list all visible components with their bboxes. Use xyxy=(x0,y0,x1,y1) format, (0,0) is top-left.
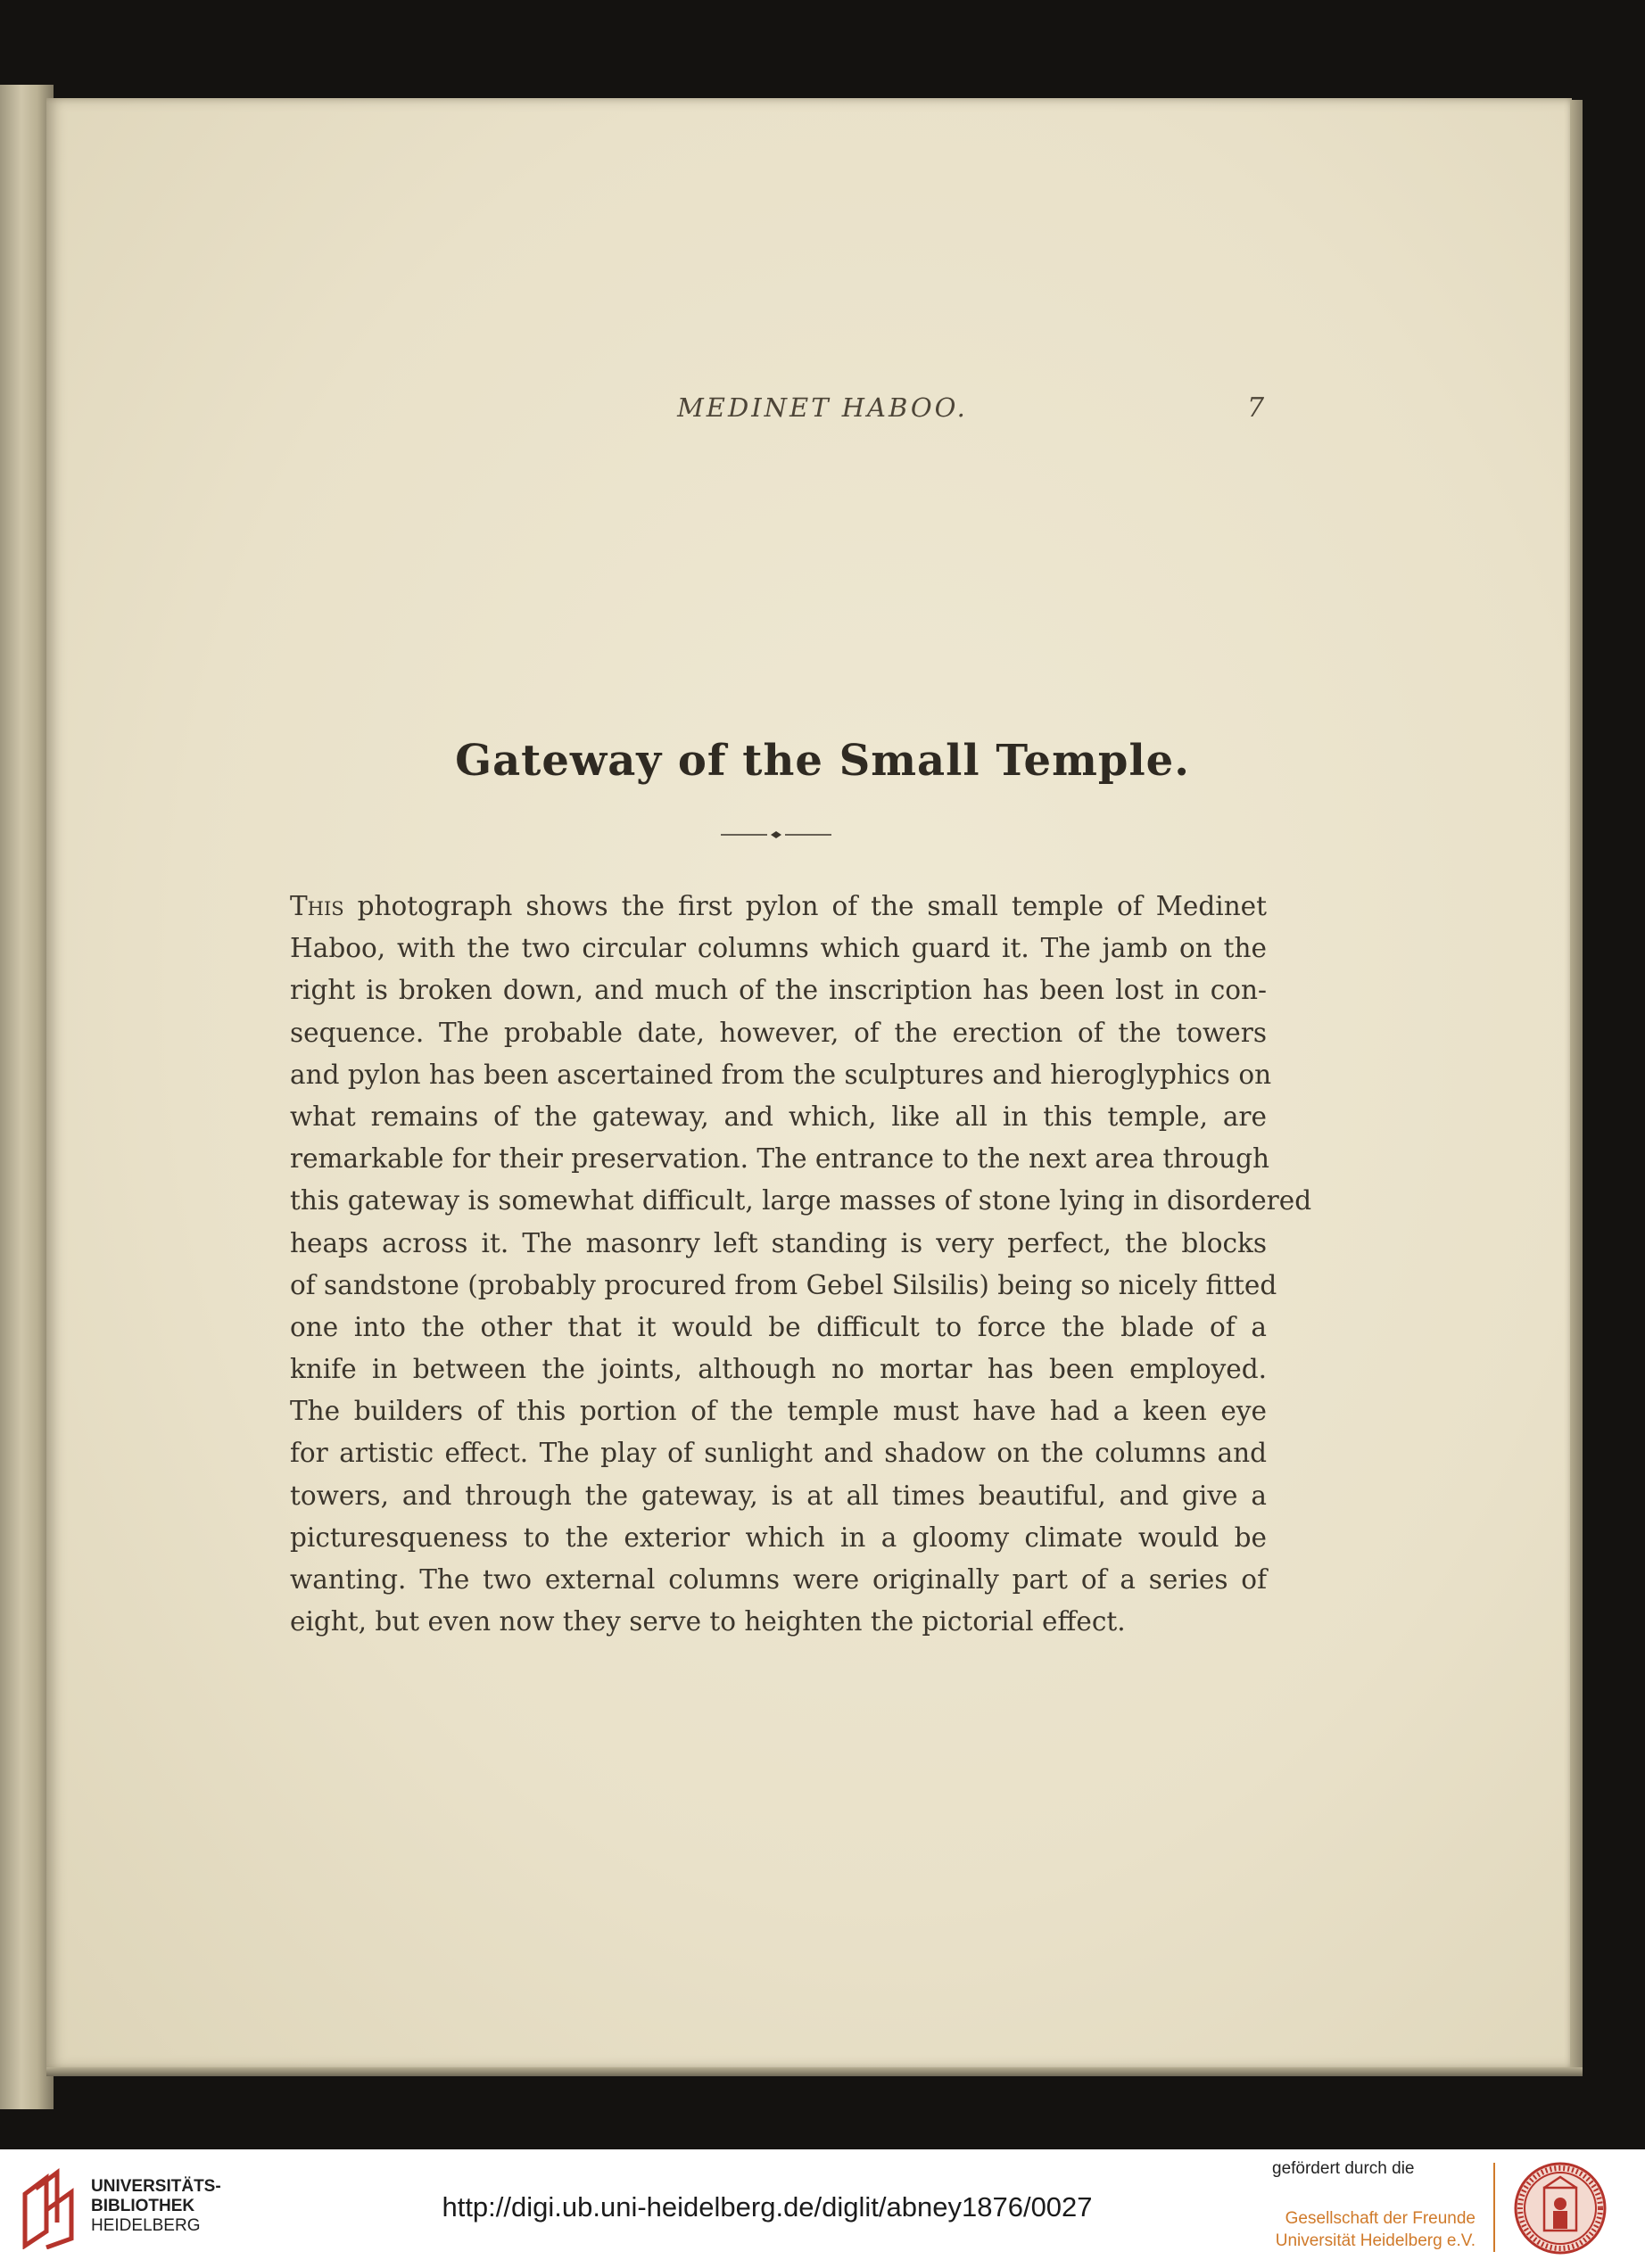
body-line: eight, but even now they serve to heighten the pictorial effect. xyxy=(290,1606,1126,1637)
ornament-divider xyxy=(721,829,831,840)
body-line: for artistic effect. The play of sunlight and shadow on the columns and xyxy=(290,1438,1267,1469)
body-line: picturesqueness to the exterior which in a gloomy climate would be xyxy=(290,1522,1267,1553)
body-line: this gateway is somewhat difficult, large masses of stone lying in disordered xyxy=(290,1185,1312,1216)
running-head: MEDINET HABOO. xyxy=(677,392,968,423)
sponsor-name[interactable]: Gesellschaft der Freunde Universität Heidelberg e.V. xyxy=(1275,2209,1476,2250)
body-line: wanting. The two external columns were originally part of a series of xyxy=(290,1564,1267,1595)
body-line: what remains of the gateway, and which, like all in this temple, are xyxy=(290,1101,1267,1132)
body-line: heaps across it. The masonry left standing is very perfect, the blocks xyxy=(290,1227,1267,1258)
body-line: Haboo, with the two circular columns which guard it. The jamb on the xyxy=(290,933,1267,964)
body-line: This photograph shows the first pylon of the small temple of Medinet xyxy=(290,891,1267,921)
page-number: 7 xyxy=(1247,392,1265,424)
body-line: towers, and through the gateway, is at all times beautiful, and give a xyxy=(290,1480,1267,1511)
body-line: sequence. The probable date, however, of the erection of the towers xyxy=(290,1017,1267,1048)
page-title: Gateway of the Small Temple. xyxy=(455,736,1190,786)
page-edge-bottom xyxy=(46,2067,1583,2076)
body-line: of sandstone (probably procured from Gebel Silsilis) being so nicely fitted xyxy=(290,1269,1277,1300)
sponsor-label: gefördert durch die xyxy=(1272,2159,1415,2178)
body-text xyxy=(290,886,1312,1643)
body-line: and pylon has been ascertained from the sculptures and hieroglyphics on xyxy=(290,1059,1272,1090)
body-line: right is broken down, and much of the inscription has been lost in con- xyxy=(290,975,1267,1006)
library-name: UNIVERSITÄTS- BIBLIOTHEK HEIDELBERG xyxy=(91,2177,221,2235)
body-line: knife in between the joints, although no mortar has been employed. xyxy=(290,1354,1267,1385)
body-line: The builders of this portion of the temple must have had a keen eye xyxy=(290,1396,1267,1427)
body-line: one into the other that it would be difficult to force the blade of a xyxy=(290,1311,1267,1342)
body-line: remarkable for their preservation. The entrance to the next area through xyxy=(290,1143,1270,1175)
book-spine-edge xyxy=(0,85,54,2109)
university-seal-icon[interactable] xyxy=(1513,2161,1608,2256)
body-first-word: This xyxy=(290,891,344,921)
permalink-url[interactable]: http://digi.ub.uni-heidelberg.de/diglit/abney1876/0027 xyxy=(442,2191,1093,2223)
sponsor-divider xyxy=(1493,2163,1495,2252)
